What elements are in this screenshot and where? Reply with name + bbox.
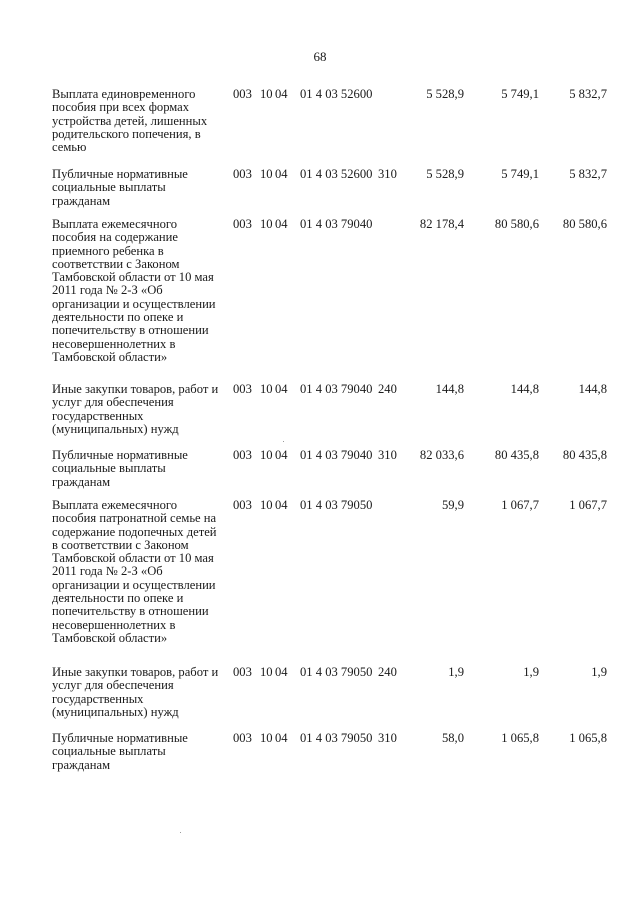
amount-year-2: 5 749,1 bbox=[501, 87, 539, 101]
amount-year-2: 1 065,8 bbox=[501, 731, 539, 745]
section-code: 10 bbox=[260, 87, 273, 101]
section-code: 10 bbox=[260, 167, 273, 181]
admin-code: 003 bbox=[233, 87, 252, 101]
subsection-code: 04 bbox=[275, 167, 288, 181]
amount-year-2: 1 067,7 bbox=[501, 498, 539, 512]
row-name: Выплата ежемесячного пособия патронатной семье на содержание подопечных детей в соответствии с Законом Тамбовской области от 10 мая 2011 года № 2-З «Об организации и осуществлении деятельности по опеке и попечительству в отношении несовершеннолетних в Тамбовской области» bbox=[52, 498, 217, 645]
amount-year-3: 5 832,7 bbox=[569, 87, 607, 101]
expense-type-code: 310 bbox=[378, 448, 397, 462]
amount-year-1: 5 528,9 bbox=[426, 87, 464, 101]
page-number: 68 bbox=[313, 49, 327, 64]
row-name: Иные закупки товаров, работ и услуг для обеспечения государственных (муниципальных) нужд bbox=[52, 665, 219, 719]
amount-year-1: 59,9 bbox=[441, 498, 464, 512]
amount-year-1: 58,0 bbox=[441, 731, 464, 745]
section-code: 10 bbox=[260, 731, 273, 745]
amount-year-2: 144,8 bbox=[510, 382, 539, 396]
amount-year-1: 82 033,6 bbox=[419, 448, 464, 462]
subsection-code: 04 bbox=[275, 498, 288, 512]
amount-year-1: 5 528,9 bbox=[426, 167, 464, 181]
scan-speck bbox=[283, 441, 284, 442]
amount-year-2: 80 580,6 bbox=[494, 217, 539, 231]
target-article-code: 01 4 03 79040 bbox=[300, 382, 373, 396]
row-name: Выплата ежемесячного пособия на содержание приемного ребенка в соответствии с Законом Тамбовской области от 10 мая 2011 года № 2-З «Об организации и осуществлении деятельности по опеке и попечительству в отношении несовершеннолетних в Тамбовской области» bbox=[52, 217, 216, 364]
amount-year-1: 82 178,4 bbox=[419, 217, 464, 231]
target-article-code: 01 4 03 79050 bbox=[300, 498, 373, 512]
amount-year-3: 1 065,8 bbox=[569, 731, 607, 745]
row-name: Иные закупки товаров, работ и услуг для обеспечения государственных (муниципальных) нужд bbox=[52, 382, 219, 436]
scan-speck bbox=[180, 832, 181, 833]
amount-year-1: 1,9 bbox=[448, 665, 464, 679]
admin-code: 003 bbox=[233, 167, 252, 181]
amount-year-2: 5 749,1 bbox=[501, 167, 539, 181]
admin-code: 003 bbox=[233, 217, 252, 231]
subsection-code: 04 bbox=[275, 87, 288, 101]
section-code: 10 bbox=[260, 217, 273, 231]
target-article-code: 01 4 03 52600 bbox=[300, 87, 373, 101]
expense-type-code: 310 bbox=[378, 731, 397, 745]
admin-code: 003 bbox=[233, 498, 252, 512]
admin-code: 003 bbox=[233, 448, 252, 462]
section-code: 10 bbox=[260, 665, 273, 679]
amount-year-2: 1,9 bbox=[523, 665, 539, 679]
row-name: Публичные нормативные социальные выплаты гражданам bbox=[52, 731, 188, 772]
target-article-code: 01 4 03 79050 bbox=[300, 665, 373, 679]
subsection-code: 04 bbox=[275, 217, 288, 231]
amount-year-2: 80 435,8 bbox=[494, 448, 539, 462]
amount-year-3: 144,8 bbox=[578, 382, 607, 396]
row-name: Выплата единовременного пособия при всех формах устройства детей, лишенных родительского попечения, в семью bbox=[52, 87, 208, 155]
section-code: 10 bbox=[260, 382, 273, 396]
admin-code: 003 bbox=[233, 665, 252, 679]
target-article-code: 01 4 03 52600 bbox=[300, 167, 373, 181]
subsection-code: 04 bbox=[275, 382, 288, 396]
subsection-code: 04 bbox=[275, 448, 288, 462]
target-article-code: 01 4 03 79040 bbox=[300, 448, 373, 462]
amount-year-3: 5 832,7 bbox=[569, 167, 607, 181]
admin-code: 003 bbox=[233, 731, 252, 745]
target-article-code: 01 4 03 79040 bbox=[300, 217, 373, 231]
expense-type-code: 240 bbox=[378, 382, 397, 396]
expense-type-code: 310 bbox=[378, 167, 397, 181]
amount-year-1: 144,8 bbox=[435, 382, 464, 396]
admin-code: 003 bbox=[233, 382, 252, 396]
amount-year-3: 80 580,6 bbox=[562, 217, 607, 231]
subsection-code: 04 bbox=[275, 731, 288, 745]
amount-year-3: 1,9 bbox=[591, 665, 607, 679]
subsection-code: 04 bbox=[275, 665, 288, 679]
expense-type-code: 240 bbox=[378, 665, 397, 679]
section-code: 10 bbox=[260, 498, 273, 512]
section-code: 10 bbox=[260, 448, 273, 462]
row-name: Публичные нормативные социальные выплаты гражданам bbox=[52, 167, 188, 208]
row-name: Публичные нормативные социальные выплаты гражданам bbox=[52, 448, 188, 489]
target-article-code: 01 4 03 79050 bbox=[300, 731, 373, 745]
amount-year-3: 1 067,7 bbox=[569, 498, 607, 512]
amount-year-3: 80 435,8 bbox=[562, 448, 607, 462]
